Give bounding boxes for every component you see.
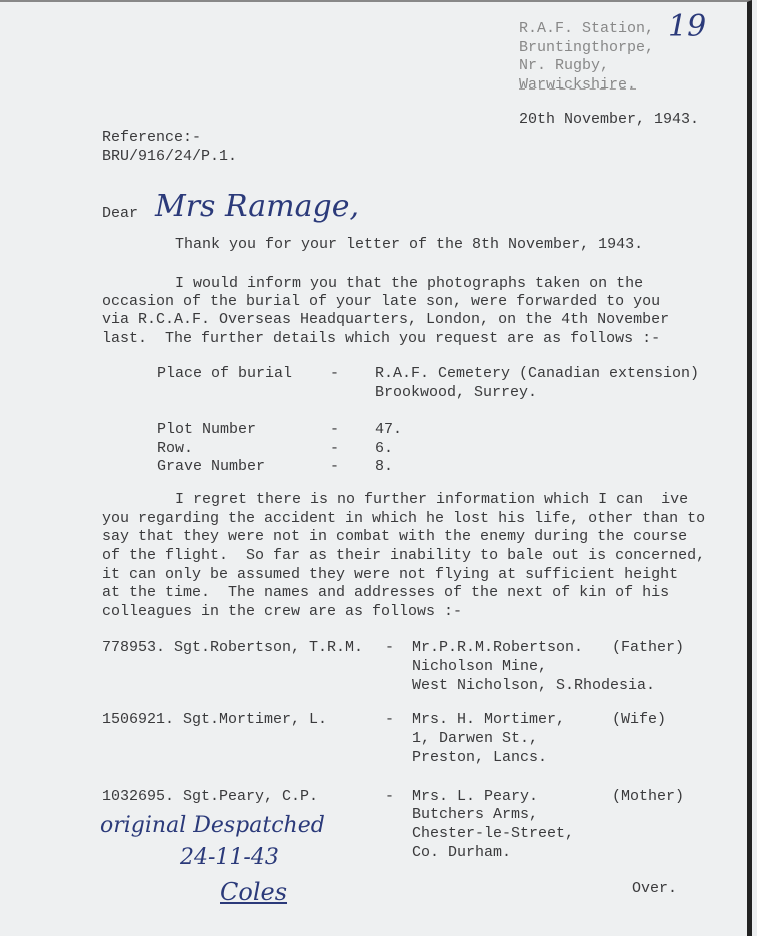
kin-line: Mr.P.R.M.Robertson. <box>412 639 584 656</box>
grave-number-label: Grave Number <box>157 458 266 475</box>
kin-relation: (Father) <box>612 639 685 656</box>
plot-number-label: Plot Number <box>157 421 257 438</box>
text-line: via R.C.A.F. Overseas Headquarters, London, on the 4th November <box>102 311 670 328</box>
text-line: I regret there is no further information which I can ive <box>175 491 689 508</box>
dash: - <box>385 711 395 728</box>
opening-line: Thank you for your letter of the 8th November, 1943. <box>175 236 644 253</box>
salutation-name-handwritten: Mrs Ramage, <box>155 189 359 224</box>
crew-member: 1506921. Sgt.Mortimer, L. <box>102 711 328 728</box>
text-line: say that they were not in combat with the enemy during the course <box>102 528 688 545</box>
text-line: I would inform you that the photographs taken on the <box>175 275 644 292</box>
kin-line: Preston, Lancs. <box>412 749 548 766</box>
kin-relation: (Wife) <box>612 711 667 728</box>
grave-number-value: 8. <box>375 458 394 475</box>
plot-number-value: 47. <box>375 421 403 438</box>
annotation-signature: Coles <box>220 878 288 906</box>
kin-line: Mrs. L. Peary. <box>412 788 539 805</box>
place-of-burial-value: Brookwood, Surrey. <box>375 384 538 401</box>
dash: - <box>385 788 395 805</box>
row-label: Row. <box>157 440 194 457</box>
dash: - <box>330 365 340 382</box>
dash: - <box>385 639 395 656</box>
letter-date: 20th November, 1943. <box>519 111 700 128</box>
reference-value: BRU/916/24/P.1. <box>102 148 238 165</box>
text-line: of the flight. So far as their inability to bale out is concerned, <box>102 547 706 564</box>
crew-member: 778953. Sgt.Robertson, T.R.M. <box>102 639 364 656</box>
kin-line: Chester-le-Street, <box>412 825 575 842</box>
reference-label: Reference:- <box>102 129 202 146</box>
over-note: Over. <box>632 880 678 897</box>
row-value: 6. <box>375 440 394 457</box>
address-line: R.A.F. Station, <box>519 20 655 37</box>
kin-line: Mrs. H. Mortimer, <box>412 711 566 728</box>
text-line: last. The further details which you request are as follows :- <box>102 330 661 347</box>
annotation-date: 24-11-43 <box>180 845 279 870</box>
text-line: colleagues in the crew are as follows :- <box>102 603 463 620</box>
dash: - <box>330 421 340 438</box>
kin-line: West Nicholson, S.Rhodesia. <box>412 677 656 694</box>
dash: - <box>330 440 340 457</box>
salutation-dear: Dear <box>102 205 139 222</box>
address-line: Bruntingthorpe, <box>519 39 655 56</box>
kin-line: Co. Durham. <box>412 844 512 861</box>
address-line: Nr. Rugby, <box>519 57 610 74</box>
crew-member: 1032695. Sgt.Peary, C.P. <box>102 788 319 805</box>
text-line: occasion of the burial of your late son, were forwarded to you <box>102 293 661 310</box>
kin-relation: (Mother) <box>612 788 685 805</box>
kin-line: 1, Darwen St., <box>412 730 539 747</box>
address-line: Warwickshire. <box>519 76 637 93</box>
text-line: it can only be assumed they were not flying at sufficient height <box>102 566 679 583</box>
place-of-burial-value: R.A.F. Cemetery (Canadian extension) <box>375 365 700 382</box>
kin-line: Butchers Arms, <box>412 806 539 823</box>
place-of-burial-label: Place of burial <box>157 365 293 382</box>
text-line: at the time. The names and addresses of the next of kin of his <box>102 584 670 601</box>
annotation-despatched: original Despatched <box>100 813 325 838</box>
kin-line: Nicholson Mine, <box>412 658 548 675</box>
text-line: you regarding the accident in which he lost his life, other than to <box>102 510 706 527</box>
page-number-handwritten: 19 <box>668 9 707 44</box>
dash: - <box>330 458 340 475</box>
